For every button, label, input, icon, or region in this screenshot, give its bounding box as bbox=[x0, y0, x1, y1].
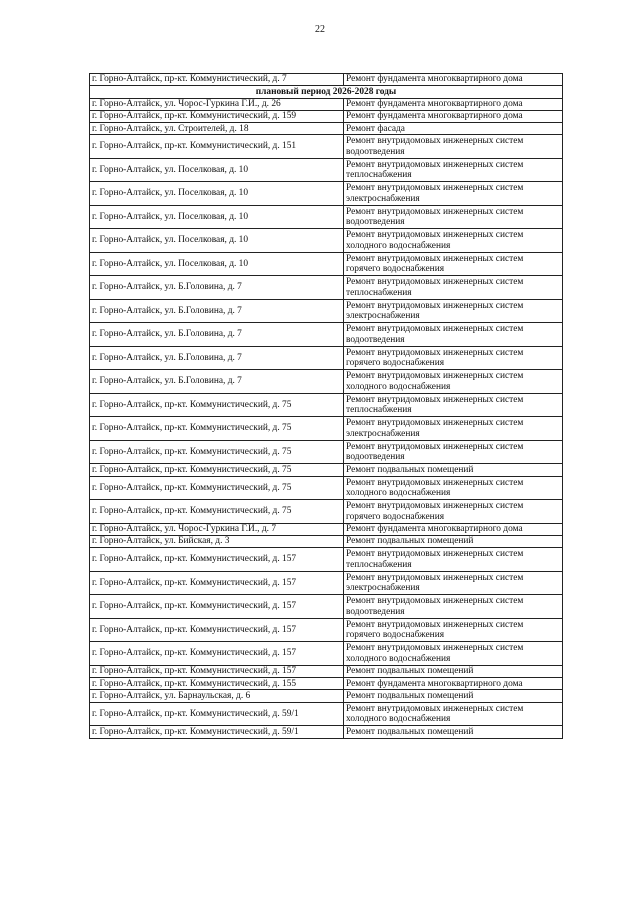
table-row bbox=[90, 440, 563, 464]
address-cell: г. Горно-Алтайск, пр-кт. Коммунистический, д. 157 bbox=[90, 618, 344, 642]
address-cell: г. Горно-Алтайск, пр-кт. Коммунистический, д. 59/1 bbox=[90, 702, 344, 726]
work-type-cell: Ремонт фундамента многоквартирного дома bbox=[344, 523, 563, 535]
address-cell: г. Горно-Алтайск, пр-кт. Коммунистический, д. 75 bbox=[90, 393, 344, 417]
address-cell: г. Горно-Алтайск, пр-кт. Коммунистический, д. 157 bbox=[90, 595, 344, 619]
address-cell: г. Горно-Алтайск, пр-кт. Коммунистический, д. 151 bbox=[90, 135, 344, 159]
period-heading: плановый период 2026-2028 годы bbox=[90, 86, 563, 98]
table-row bbox=[90, 665, 563, 677]
work-type-cell: Ремонт внутридомовых инженерных систем теплоснабжения bbox=[344, 393, 563, 417]
address-cell: г. Горно-Алтайск, пр-кт. Коммунистический, д. 157 bbox=[90, 665, 344, 677]
work-type-cell: Ремонт подвальных помещений bbox=[344, 726, 563, 738]
table-row bbox=[90, 536, 563, 548]
address-cell: г. Горно-Алтайск, ул. Строителей, д. 18 bbox=[90, 123, 344, 135]
work-type-cell: Ремонт внутридомовых инженерных систем холодного водоснабжения bbox=[344, 702, 563, 726]
address-cell: г. Горно-Алтайск, ул. Поселковая, д. 10 bbox=[90, 229, 344, 253]
table-row bbox=[90, 276, 563, 300]
address-cell: г. Горно-Алтайск, пр-кт. Коммунистический, д. 157 bbox=[90, 642, 344, 666]
work-type-cell: Ремонт внутридомовых инженерных систем водоотведения bbox=[344, 440, 563, 464]
table-row bbox=[90, 158, 563, 182]
work-type-cell: Ремонт внутридомовых инженерных систем водоотведения bbox=[344, 205, 563, 229]
work-type-cell: Ремонт подвальных помещений bbox=[344, 690, 563, 702]
address-cell: г. Горно-Алтайск, пр-кт. Коммунистический, д. 75 bbox=[90, 440, 344, 464]
work-type-cell: Ремонт внутридомовых инженерных систем электроснабжения bbox=[344, 299, 563, 323]
table-row bbox=[90, 417, 563, 441]
table-row bbox=[90, 299, 563, 323]
table-row bbox=[90, 123, 563, 135]
table-row bbox=[90, 464, 563, 476]
table-row bbox=[90, 98, 563, 110]
address-cell: г. Горно-Алтайск, ул. Б.Головина, д. 7 bbox=[90, 299, 344, 323]
work-type-cell: Ремонт фундамента многоквартирного дома bbox=[344, 98, 563, 110]
work-type-cell: Ремонт внутридомовых инженерных систем холодного водоснабжения bbox=[344, 642, 563, 666]
table-row bbox=[90, 476, 563, 500]
address-cell: г. Горно-Алтайск, ул. Бийская, д. 3 bbox=[90, 536, 344, 548]
work-type-cell: Ремонт фундамента многоквартирного дома bbox=[344, 110, 563, 122]
work-type-cell: Ремонт внутридомовых инженерных систем холодного водоснабжения bbox=[344, 229, 563, 253]
table-row bbox=[90, 346, 563, 370]
work-type-cell: Ремонт внутридомовых инженерных систем электроснабжения bbox=[344, 182, 563, 206]
page-number: 22 bbox=[315, 24, 325, 35]
work-type-cell: Ремонт фундамента многоквартирного дома bbox=[344, 678, 563, 690]
repair-works-table-body bbox=[90, 74, 563, 739]
address-cell: г. Горно-Алтайск, ул. Чорос-Гуркина Г.И., д. 7 bbox=[90, 523, 344, 535]
address-cell: г. Горно-Алтайск, пр-кт. Коммунистический, д. 155 bbox=[90, 678, 344, 690]
address-cell: г. Горно-Алтайск, ул. Б.Головина, д. 7 bbox=[90, 346, 344, 370]
address-cell: г. Горно-Алтайск, ул. Поселковая, д. 10 bbox=[90, 205, 344, 229]
table-row bbox=[90, 393, 563, 417]
table-row bbox=[90, 252, 563, 276]
work-type-cell: Ремонт подвальных помещений bbox=[344, 536, 563, 548]
work-type-cell: Ремонт внутридомовых инженерных систем водоотведения bbox=[344, 135, 563, 159]
table-row bbox=[90, 523, 563, 535]
table-row bbox=[90, 135, 563, 159]
address-cell: г. Горно-Алтайск, ул. Б.Головина, д. 7 bbox=[90, 370, 344, 394]
address-cell: г. Горно-Алтайск, пр-кт. Коммунистический, д. 157 bbox=[90, 571, 344, 595]
work-type-cell: Ремонт фасада bbox=[344, 123, 563, 135]
work-type-cell: Ремонт подвальных помещений bbox=[344, 665, 563, 677]
address-cell: г. Горно-Алтайск, пр-кт. Коммунистический, д. 75 bbox=[90, 500, 344, 524]
table-row bbox=[90, 726, 563, 738]
work-type-cell: Ремонт внутридомовых инженерных систем теплоснабжения bbox=[344, 158, 563, 182]
table-row bbox=[90, 370, 563, 394]
table-row bbox=[90, 500, 563, 524]
period-heading-row bbox=[90, 86, 563, 98]
table-row bbox=[90, 618, 563, 642]
address-cell: г. Горно-Алтайск, пр-кт. Коммунистический, д. 7 bbox=[90, 74, 344, 86]
table-row bbox=[90, 690, 563, 702]
address-cell: г. Горно-Алтайск, ул. Поселковая, д. 10 bbox=[90, 158, 344, 182]
work-type-cell: Ремонт внутридомовых инженерных систем холодного водоснабжения bbox=[344, 476, 563, 500]
table-row bbox=[90, 702, 563, 726]
work-type-cell: Ремонт фундамента многоквартирного дома bbox=[344, 74, 563, 86]
work-type-cell: Ремонт внутридомовых инженерных систем теплоснабжения bbox=[344, 548, 563, 572]
address-cell: г. Горно-Алтайск, ул. Барнаульская, д. 6 bbox=[90, 690, 344, 702]
table-row bbox=[90, 182, 563, 206]
work-type-cell: Ремонт внутридомовых инженерных систем горячего водоснабжения bbox=[344, 618, 563, 642]
address-cell: г. Горно-Алтайск, пр-кт. Коммунистический, д. 59/1 bbox=[90, 726, 344, 738]
table-row bbox=[90, 323, 563, 347]
table-row bbox=[90, 642, 563, 666]
address-cell: г. Горно-Алтайск, пр-кт. Коммунистический, д. 157 bbox=[90, 548, 344, 572]
work-type-cell: Ремонт внутридомовых инженерных систем водоотведения bbox=[344, 323, 563, 347]
table-row bbox=[90, 571, 563, 595]
work-type-cell: Ремонт внутридомовых инженерных систем теплоснабжения bbox=[344, 276, 563, 300]
table-row bbox=[90, 678, 563, 690]
address-cell: г. Горно-Алтайск, ул. Поселковая, д. 10 bbox=[90, 252, 344, 276]
work-type-cell: Ремонт внутридомовых инженерных систем горячего водоснабжения bbox=[344, 346, 563, 370]
work-type-cell: Ремонт внутридомовых инженерных систем горячего водоснабжения bbox=[344, 500, 563, 524]
work-type-cell: Ремонт внутридомовых инженерных систем холодного водоснабжения bbox=[344, 370, 563, 394]
work-type-cell: Ремонт внутридомовых инженерных систем горячего водоснабжения bbox=[344, 252, 563, 276]
address-cell: г. Горно-Алтайск, пр-кт. Коммунистический, д. 75 bbox=[90, 464, 344, 476]
table-row bbox=[90, 74, 563, 86]
table-row bbox=[90, 548, 563, 572]
address-cell: г. Горно-Алтайск, пр-кт. Коммунистический, д. 159 bbox=[90, 110, 344, 122]
address-cell: г. Горно-Алтайск, ул. Чорос-Гуркина Г.И., д. 26 bbox=[90, 98, 344, 110]
work-type-cell: Ремонт внутридомовых инженерных систем электроснабжения bbox=[344, 571, 563, 595]
table-row bbox=[90, 595, 563, 619]
address-cell: г. Горно-Алтайск, пр-кт. Коммунистический, д. 75 bbox=[90, 476, 344, 500]
address-cell: г. Горно-Алтайск, ул. Поселковая, д. 10 bbox=[90, 182, 344, 206]
work-type-cell: Ремонт внутридомовых инженерных систем водоотведения bbox=[344, 595, 563, 619]
work-type-cell: Ремонт внутридомовых инженерных систем электроснабжения bbox=[344, 417, 563, 441]
address-cell: г. Горно-Алтайск, пр-кт. Коммунистический, д. 75 bbox=[90, 417, 344, 441]
address-cell: г. Горно-Алтайск, ул. Б.Головина, д. 7 bbox=[90, 276, 344, 300]
table-row bbox=[90, 110, 563, 122]
table-row bbox=[90, 205, 563, 229]
address-cell: г. Горно-Алтайск, ул. Б.Головина, д. 7 bbox=[90, 323, 344, 347]
repair-works-table bbox=[89, 73, 563, 739]
work-type-cell: Ремонт подвальных помещений bbox=[344, 464, 563, 476]
table-row bbox=[90, 229, 563, 253]
